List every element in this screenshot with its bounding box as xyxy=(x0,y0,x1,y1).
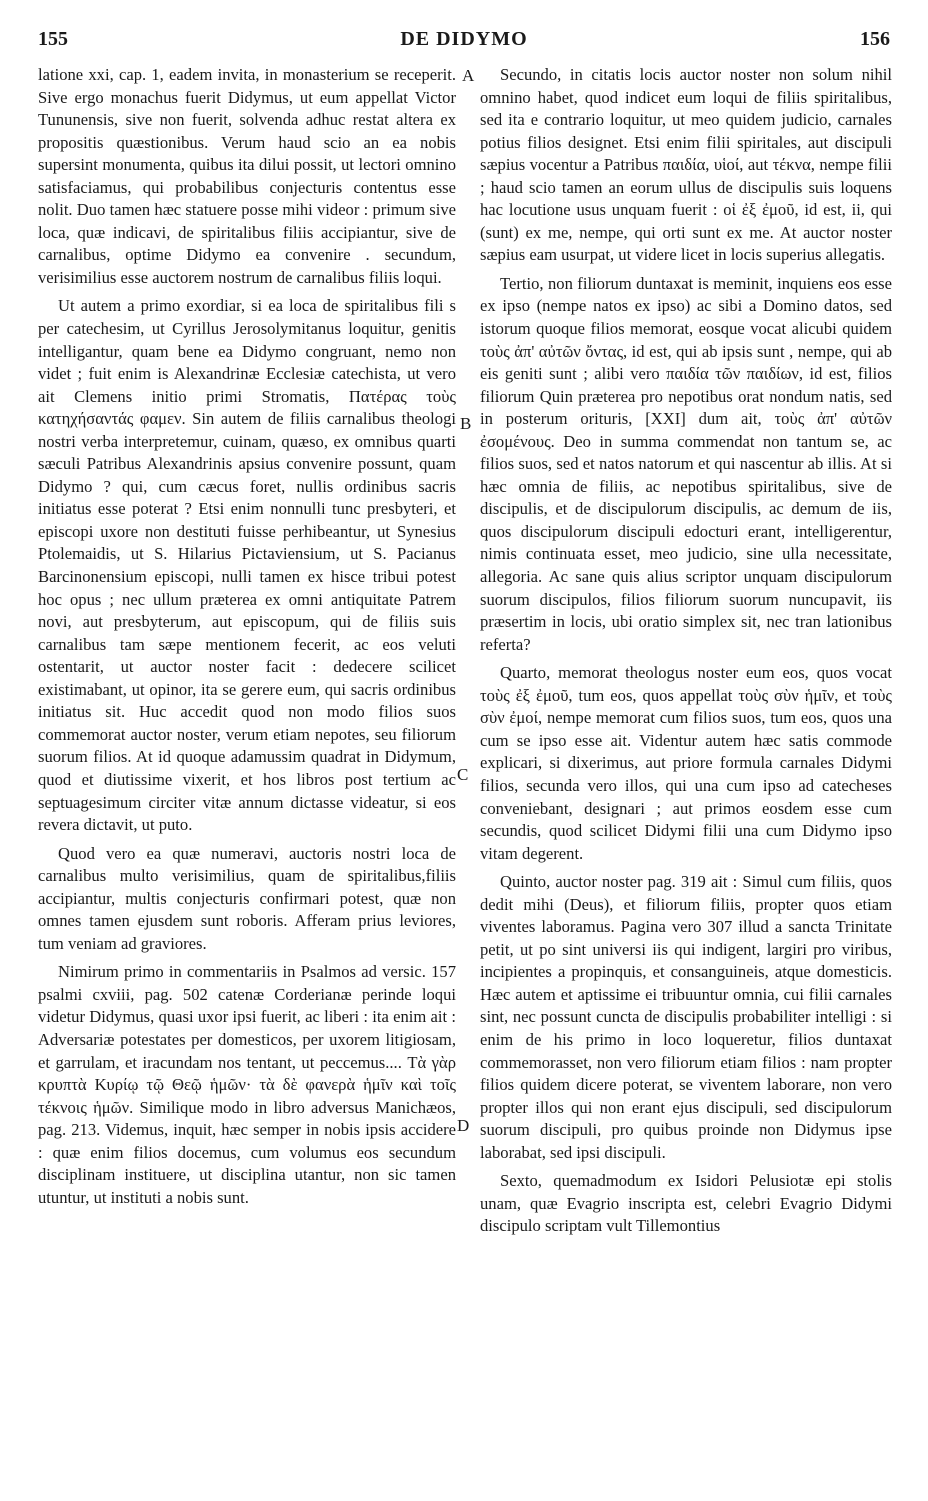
paragraph: Nimirum primo in commentariis in Psalmos ad versic. 157 psalmi cxviii, pag. 502 catenæ Corderianæ perinde loqui videtur Didymus, quasi uxor ipsi fuerit, ac liberi : ita enim ait : Adversariæ potestates per domesticos, per uxorem litigiosam, et garrulam, et iracundam nos tentant, ut peccemus.... Τὰ γὰρ κρυπτὰ Κυρίῳ τῷ Θεῷ ἡμῶν· τὰ δὲ φανερὰ ἡμῖν καὶ τοῖς τέκνοις ἡμῶν. Similique modo in libro adversus Manichæos, pag. 213. Videmus, inquit, hæc semper in nobis ipsis accidere : quæ enim filios docemus, cum volumus eos secundum disciplinam instituere, ut disciplina utantur, non sic tamen utuntur, ut instituti a nobis sunt. xyxy=(38,962,456,1207)
page-number-left: 155 xyxy=(38,28,68,50)
paragraph: Secundo, in citatis locis auctor noster non solum nihil omnino habet, quod indicet eum loqui de filiis spiritalibus, sed ita e contrario loquitur, ut meo quidem judicio, carnales potius filios designet. Etsi enim filii spiritales, aut discipuli sæpius vocentur a Patribus παιδία, υἱοί, aut τέκνα, nempe filii ; haud scio tamen an eorum ullus de discipulis suis loquens hac locutione usus unquam fuerit : οἱ ἐξ ἐμοῦ, id est, ii, qui (sunt) ex me, nempe, qui orti sunt ex me. At auctor noster sæpius eam usurpat, ut videre licet in locis superius allegatis. xyxy=(480,65,892,265)
margin-letter-c: C xyxy=(457,765,469,784)
paragraph: Quinto, auctor noster pag. 319 ait : Simul cum filiis, quos dedit mihi (Deus), et filiorum filiis, propter quos etiam viventes laboramus. Pagina vero 307 illud a sancta Trinitate petit, ut po sint universi iis qui indigent, largiri pro viribus, incipientes a propinquis, et consanguineis, atque domesticis. Hæc autem et aptissime ei tribuuntur omnia, cui filii carnales sint, nec possunt cuncta de discipulis probabiliter intelligi : si enim de his primo in loco loqueretur, filios duntaxat commemorasset, non vero filiorum etiam filios : nam propter filios quidem dicere poterat, se viventem laborare, non vero propter illos qui non erant ejus discipuli, sed discipulorum suorum discipuli, pro quibus proinde non Didymus ipse laborabat, sed ipsi discipuli. xyxy=(480,872,892,1162)
margin-letter-a: A xyxy=(462,66,475,85)
margin-letter-d: D xyxy=(457,1116,470,1135)
paragraph: Ut autem a primo exordiar, si ea loca de spiritalibus fili s per catechesim, ut Cyrillus Jerosolymitanus loquitur, genitis intelligantur, quam bene ea Didymo congruant, nemo non videt ; fuit enim is Alexandrinæ Ecclesiæ catechista, ut vero ait Clemens initio primi Stromatis, Πατέρας τοὺς κατηχήσαντάς φαμεν. Sin autem de filiis carnalibus theologi nostri verba interpretemur, cuinam, quæso, ex omnibus quarti sæculi Patribus Alexandrinis apsius convenire possunt, quam Didymo ? qui, cum cæcus foret, nullis ordinibus sacris initiatus esse poterat ? Etsi enim nonnulli tunc presbyteri, et episcopi uxore non destituti fuisse perhibeantur, ut Synesius Ptolemaidis, ut S. Hilarius Pictaviensium, ut S. Pacianus Barcinonensium episcopi, nulli tamen ex hisce tribui potest hoc opus ; nec ullum præterea ex omni antiquitate Patrem novi, aut presbyterum, aut episcopum, qui de filiis suis carnalibus tam sæpe mentionem fecerit, ac eos veluti ostentarit, ut auctor noster facit : dedecere scilicet existimabant, ut opinor, ita se gerere eum, qui sacris ordinibus initiatus sit. Huc accedit quod non modo filios suos commemorat auctor noster, verum etiam nepotes, seu filiorum suorum filios. At id quoque adamussim quadrat in Didymum, quod et diutissime vixerit, et hos libros post tertium ac septuagesimum circiter vitæ annum dictasse videatur, si eos revera dictavit, ut puto. xyxy=(38,296,456,835)
running-title: DE DIDYMO xyxy=(400,28,528,50)
margin-letter-b: B xyxy=(460,414,472,433)
left-column xyxy=(38,64,456,1215)
right-column xyxy=(480,64,892,1244)
paragraph: Tertio, non filiorum duntaxat is meminit, inquiens eos esse ex ipso (nempe natos ex ipso) ac sibi a Domino datos, sed istorum quoque filios memorat, eosque vocat alicubi quidem τοὺς ἀπ' αὐτῶν ὄντας, id est, qui ab ipsis sunt , nempe, qui ab eis geniti sunt ; alibi vero παιδία τῶν παιδίων, id est, filios filiorum Quin præterea pro nepotibus orat nondum natis, sed in posterum orituris, [XXI] dum ait, τοὺς ἀπ' αὐτῶν ἐσομένους. Deo in summa commendat non tantum se, ac filios suos, sed et natos natorum et qui nascentur ab illis. At si hæc omnia de filiis, ac nepotibus spiritalibus, sive de discipulis, et de discipulorum discipulis, ac demum de iis, quos discipulorum discipuli edocturi erant, intelligerentur, nimis continuata esset, meo judicio, sine ulla necessitate, allegoria. Ac sane quis alius scriptor unquam discipulorum suorum discipulos, filios filiorum suorum nuncupavit, iis præsertim in locis, ubi oratio simplex sit, nec tran lationibus referta? xyxy=(480,273,892,654)
paragraph: Quod vero ea quæ numeravi, auctoris nostri loca de carnalibus multo verisimilius, quam de spiritalibus,filiis accipiantur, multis conjecturis confirmari potest, quæ non omnes tamen ejusdem sunt roboris. Afferam prius leviores, tum veniam ad graviores. xyxy=(38,843,456,953)
page-number-right: 156 xyxy=(860,28,890,50)
paragraph: Sexto, quemadmodum ex Isidori Pelusiotæ epi stolis unam, quæ Evagrio inscripta est, celebri Evagrio Didymi discipulo scriptam vult Tillemontius xyxy=(480,1171,892,1236)
paragraph: Quarto, memorat theologus noster eum eos, quos vocat τοὺς ἐξ ἐμοῦ, tum eos, quos appellat τοὺς σὺν ἡμῖν, et τοὺς σὺν ἐμοί, nempe memorat cum filios suos, tum eos, quos una cum se ipso esse ait. Videntur autem hæc satis commode explicari, si dixerimus, aut priore formula carnales Didymi filios, secunda vero illos, qui una cum ipso ad catecheses conveniebant, designari ; aut primos eosdem esse cum secundis, quod scilicet Didymi filii una cum Didymo ipso vitam degerent. xyxy=(480,663,892,863)
page-header xyxy=(38,28,890,58)
paragraph: latione xxi, cap. 1, eadem invita, in monasterium se receperit. Sive ergo monachus fuerit Didymus, ut eum appellat Victor Tununensis, sive non fuerit, solvenda adhuc restat altera ex propositis quæstionibus. Verum haud scio an ea nobis supersint monumenta, quibus ita dilui possit, ut lectori omnino satisfaciamus, qui probabilibus conjecturis contentus esse nolit. Duo tamen hæc statuere posse mihi videor : primum sive loca, quæ indicavi, de spiritalibus filiis accipiantur, sive de carnalibus, optime Didymo ea convenire . secundum, verisimilius esse auctorem nostrum de carnalibus filiis loqui. xyxy=(38,65,456,287)
